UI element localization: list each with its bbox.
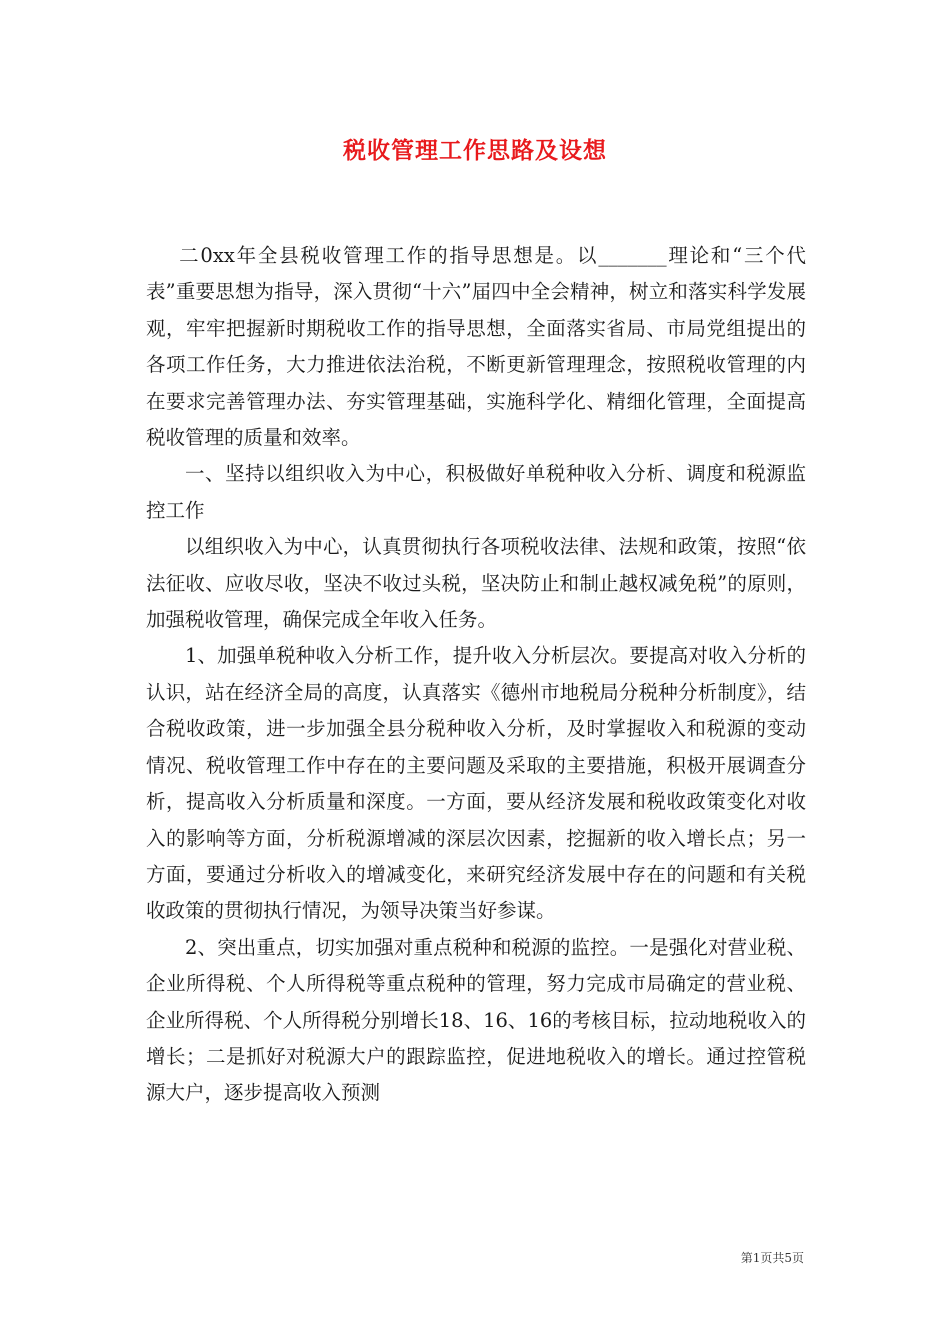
section-heading-1: 一、坚持以组织收入为中心，积极做好单税种收入分析、调度和税源监控工作 bbox=[146, 462, 806, 522]
document-body bbox=[146, 238, 806, 1112]
paragraph-revenue-center: 以组织收入为中心，认真贯彻执行各项税收法律、法规和政策，按照“依法征收、应收尽收，坚决不收过头税，坚决防止和制止越权减免税”的原则，加强税收管理，确保完成全年收入任务。 bbox=[146, 535, 806, 632]
document-title: 税收管理工作思路及设想 bbox=[343, 137, 607, 164]
page-number: 第1页共5页 bbox=[740, 1251, 804, 1265]
paragraph-item-2: 2、突出重点，切实加强对重点税种和税源的监控。一是强化对营业税、企业所得税、个人所得税等重点税种的管理，努力完成市局确定的营业税、企业所得税、个人所得税分别增长18、16、16的考核目标，拉动地税收入的增长；二是抓好对税源大户的跟踪监控，促进地税收入的增长。通过控管税源大户，逐步提高收入预测 bbox=[146, 935, 806, 1105]
paragraph-item-1: 1、加强单税种收入分析工作，提升收入分析层次。要提高对收入分析的认识，站在经济全局的高度，认真落实《德州市地税局分税种分析制度》，结合税收政策，进一步加强全县分税种收入分析，及时掌握收入和税源的变动情况、税收管理工作中存在的主要问题及采取的主要措施，积极开展调查分析，提高收入分析质量和深度。一方面，要从经济发展和税收政策变化对收入的影响等方面，分析税源增减的深层次因素，挖掘新的收入增长点；另一方面，要通过分析收入的增减变化，来研究经济发展中存在的问题和有关税收政策的贯彻执行情况，为领导决策当好参谋。 bbox=[146, 644, 806, 923]
paragraph-guiding-ideology: 二0xx年全县税收管理工作的指导思想是。以_______理论和“三个代表”重要思想为指导，深入贯彻“十六”届四中全会精神，树立和落实科学发展观，牢牢把握新时期税收工作的指导思想，全面落实省局、市局党组提出的各项工作任务，大力推进依法治税，不断更新管理理念，按照税收管理的内在要求完善管理办法、夯实管理基础，实施科学化、精细化管理，全面提高税收管理的质量和效率。 bbox=[146, 244, 806, 450]
